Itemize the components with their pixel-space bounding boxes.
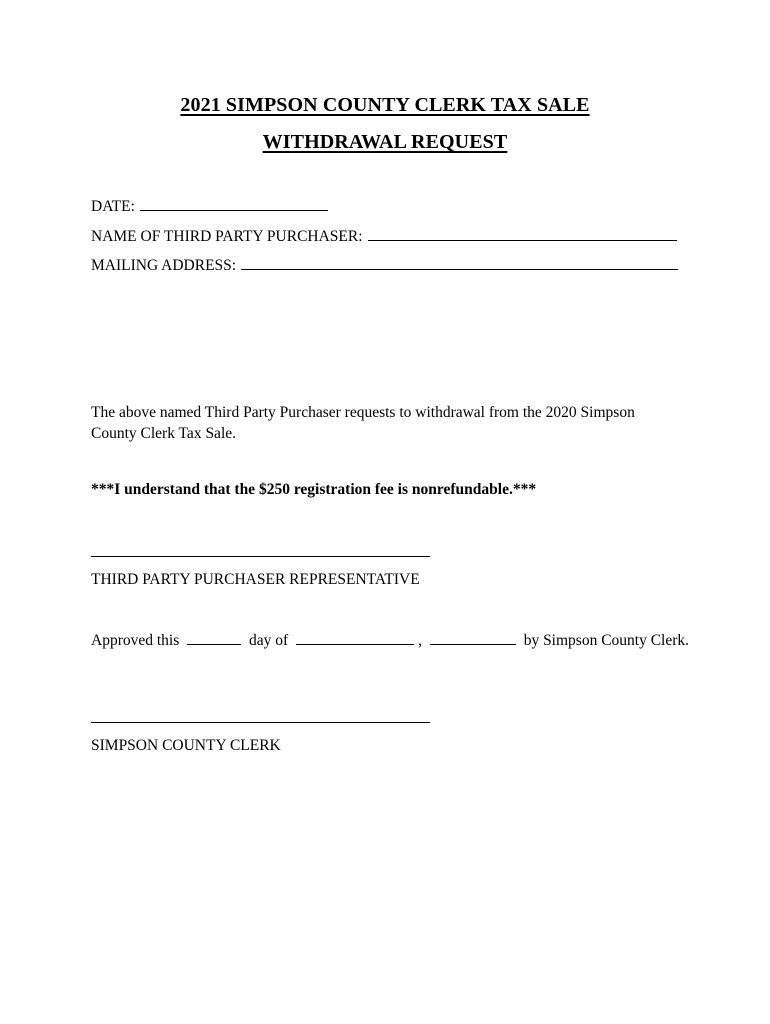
purchaser-name-field-row [91,226,677,246]
mailing-address-label: MAILING ADDRESS: [91,257,237,274]
purchaser-name-label: NAME OF THIRD PARTY PURCHASER: [91,228,363,245]
approval-prefix: Approved this [91,632,180,649]
purchaser-name-blank[interactable] [368,226,677,241]
representative-signature-line[interactable] [91,556,430,557]
mailing-address-field-row [91,255,678,275]
date-field-row [91,196,328,216]
mailing-address-blank[interactable] [241,255,678,270]
representative-signature-label: THIRD PARTY PURCHASER REPRESENTATIVE [91,571,420,588]
approval-day-blank[interactable] [187,630,241,645]
date-blank[interactable] [140,196,328,211]
approval-comma: , [418,632,422,649]
nonrefundable-notice: ***I understand that the $250 registration fee is nonrefundable.*** [91,481,537,498]
clerk-signature-line[interactable] [91,722,430,723]
approval-day-of: day of [249,632,289,649]
date-label: DATE: [91,198,135,215]
approval-line [91,630,689,650]
form-title-line-2: WITHDRAWAL REQUEST [262,131,508,153]
approval-suffix: by Simpson County Clerk. [523,632,690,649]
approval-year-blank[interactable] [430,630,516,645]
clerk-signature-label: SIMPSON COUNTY CLERK [91,737,281,754]
approval-month-blank[interactable] [296,630,414,645]
form-title-line-1: 2021 SIMPSON COUNTY CLERK TAX SALE [180,94,590,116]
withdrawal-paragraph: The above named Third Party Purchaser requests to withdrawal from the 2020 Simpson County Clerk Tax Sale. [91,404,635,442]
